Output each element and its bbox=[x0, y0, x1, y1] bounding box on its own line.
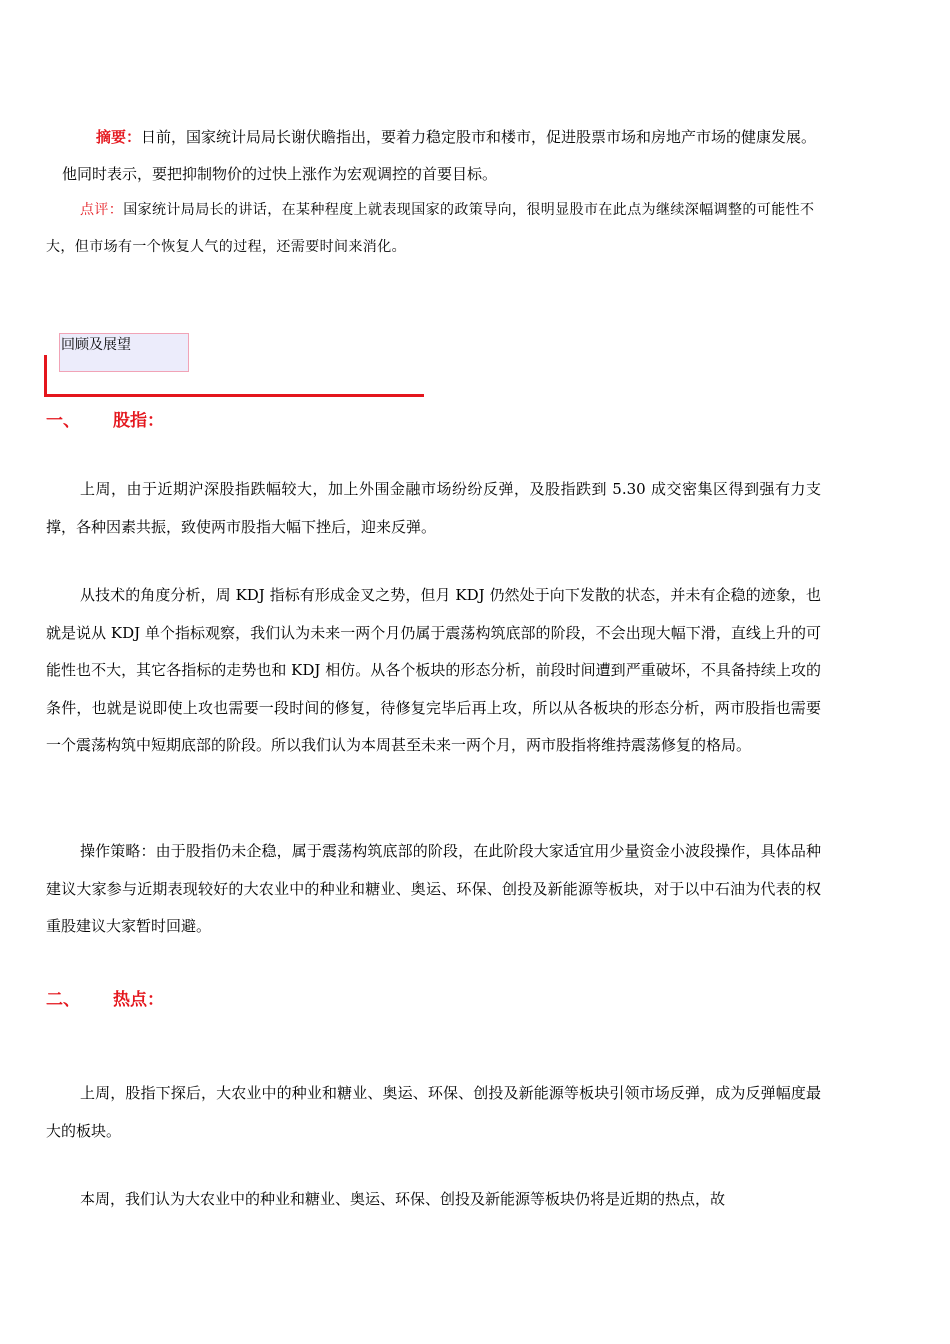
review-outlook-box: 回顾及展望 bbox=[59, 333, 189, 372]
section-title: 热点： bbox=[113, 990, 164, 1010]
abstract-paragraph bbox=[62, 119, 822, 193]
comment-label: 点评： bbox=[80, 202, 124, 218]
section-heading-hotspots bbox=[46, 985, 164, 1010]
section-title: 股指： bbox=[113, 411, 164, 431]
hotspot-paragraph-1: 上周，股指下探后，大农业中的种业和糖业、奥运、环保、创投及新能源等板块引领市场反弹，成为反弹幅度最大的板块。 bbox=[46, 1084, 821, 1140]
index-paragraph-2: 从技术的角度分析，周 KDJ 指标有形成金叉之势，但月 KDJ 仍然处于向下发散的状态，并未有企稳的迹象，也就是说从 KDJ 单个指标观察，我们认为未来一两个月仍属于震荡构筑底部的阶段，不会出现大幅下滑，直线上升的可能性也不大，其它各指标的走势也和 KDJ 相仿。从各个板块的形态分析，前段时间遭到严重破坏，不具备持续上攻的条件，也就是说即使上攻也需要一段时间的修复，待修复完毕后再上攻，所以从各板块的形态分析，两市股指也需要一个震荡构筑中短期底部的阶段。所以我们认为本周甚至未来一两个月，两市股指将维持震荡修复的格局。 bbox=[46, 586, 821, 754]
abstract-label: 摘要： bbox=[96, 128, 142, 146]
comment-paragraph bbox=[46, 192, 821, 266]
section-number: 二、 bbox=[46, 990, 80, 1010]
section-divider-horizontal bbox=[44, 394, 424, 397]
strategy-paragraph: 操作策略：由于股指仍未企稳，属于震荡构筑底部的阶段，在此阶段大家适宜用少量资金小波段操作，具体品种建议大家参与近期表现较好的大农业中的种业和糖业、奥运、环保、创投及新能源等板块，对于以中石油为代表的权重股建议大家暂时回避。 bbox=[46, 842, 821, 935]
section-number: 一、 bbox=[46, 411, 80, 431]
abstract-text: 日前，国家统计局局长谢伏瞻指出，要着力稳定股市和楼市，促进股票市场和房地产市场的健康发展。他同时表示，要把抑制物价的过快上涨作为宏观调控的首要目标。 bbox=[62, 128, 817, 183]
section-divider-vertical bbox=[44, 355, 47, 396]
hotspot-paragraph-2: 本周，我们认为大农业中的种业和糖业、奥运、环保、创投及新能源等板块仍将是近期的热点，故 bbox=[80, 1190, 726, 1208]
section-heading-index bbox=[46, 406, 164, 431]
index-paragraph-1: 上周，由于近期沪深股指跌幅较大，加上外围金融市场纷纷反弹，及股指跌到 5.30 成交密集区得到强有力支撑，各种因素共振，致使两市股指大幅下挫后，迎来反弹。 bbox=[46, 480, 821, 536]
comment-text: 国家统计局局长的讲话，在某种程度上就表现国家的政策导向，很明显股市在此点为继续深幅调整的可能性不大，但市场有一个恢复人气的过程，还需要时间来消化。 bbox=[46, 202, 815, 255]
